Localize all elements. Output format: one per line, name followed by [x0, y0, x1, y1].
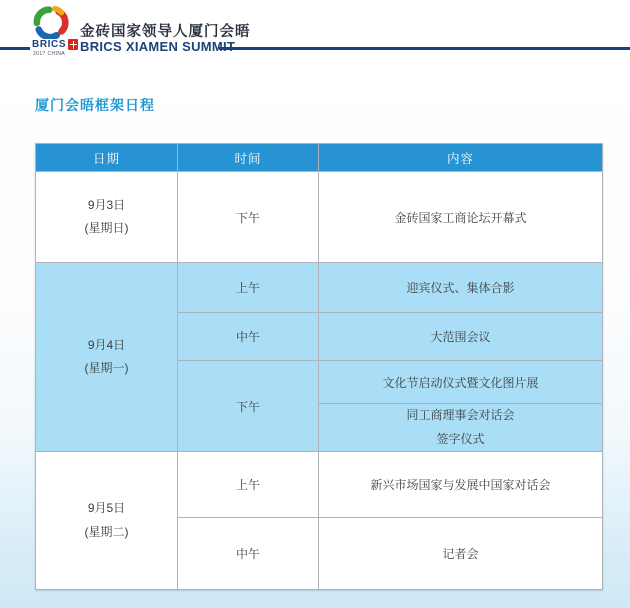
header-rule-left [0, 47, 30, 50]
table-row [36, 263, 603, 313]
content-cell: 记者会 [319, 518, 603, 590]
column-header-content: 内容 [319, 144, 603, 172]
date-line: 9月5日 [87, 501, 126, 516]
table-row [36, 172, 603, 263]
time-cell: 上午 [178, 452, 319, 518]
date-line: 9月3日 [87, 197, 126, 212]
header-rule-right [219, 47, 630, 50]
date-line: (星期二) [84, 524, 129, 539]
content-cell: 金砖国家工商论坛开幕式 [319, 172, 603, 263]
schedule-table [35, 143, 603, 590]
logo-brand-row [32, 39, 78, 50]
time-cell: 上午 [178, 263, 319, 313]
date-line: (星期一) [84, 361, 129, 375]
column-header-date: 日期 [36, 144, 178, 172]
content-cell: 文化节启动仪式暨文化图片展 [319, 361, 603, 404]
page-title-en: BRICS XIAMEN SUMMIT [80, 39, 236, 54]
content-cell: 大范围会议 [319, 313, 603, 361]
time-cell: 中午 [178, 518, 319, 590]
site-header [0, 0, 630, 80]
date-cell [36, 172, 178, 263]
time-cell: 中午 [178, 313, 319, 361]
logo-brand-text: BRICS [32, 39, 67, 50]
date-cell [36, 452, 178, 590]
brics-pinwheel-icon [31, 5, 73, 39]
column-header-time: 时间 [178, 144, 319, 172]
logo-seal-icon [68, 39, 78, 50]
content-line: 签字仪式 [436, 431, 485, 446]
content-line: 同工商理事会对话会 [406, 408, 515, 423]
section-title: 厦门会晤框架日程 [35, 97, 155, 113]
date-line: 9月4日 [87, 337, 126, 352]
date-cell [36, 263, 178, 452]
page-title-zh: 金砖国家领导人厦门会晤 [80, 24, 251, 40]
table-row [36, 452, 603, 518]
date-line: (星期日) [84, 221, 129, 235]
table-header-row [36, 144, 603, 172]
content-cell: 新兴市场国家与发展中国家对话会 [319, 452, 603, 518]
time-cell: 下午 [178, 361, 319, 452]
content-cell: 迎宾仪式、集体合影 [319, 263, 603, 313]
logo-year-text: 2017 CHINA [33, 51, 66, 57]
time-cell: 下午 [178, 172, 319, 263]
content-cell [319, 404, 603, 452]
